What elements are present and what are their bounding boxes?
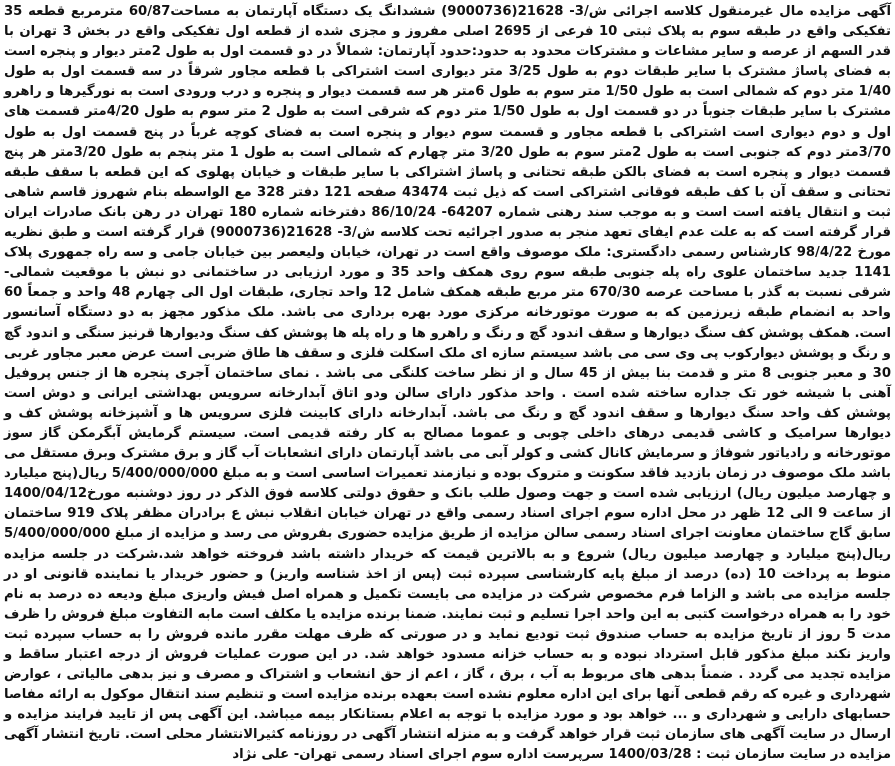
notice-footer-signature: تاریخ انتشار آگهی مزایده در سایت سازمان ثبت : 1400/03/28 سرپرست اداره سوم اجرای اسناد رسمی تهران- علی نژاد	[4, 727, 891, 763]
notice-body-text: آگهی مزایده مال غیرمنقول کلاسه اجرائی ش/3- 21628(9000736) ششدانگ یک دستگاه آپارتمان به مساحت60/87 مترمربع قطعه 35 تفکیکی واقع در طبقه سوم به پلاک ثبتی 10 فرعی از 2695 اصلی مفروز و مجزی شده از قطعه اول تفکیکی واقع در بخش 3 تهران با قدر السهم از عرصه و سایر مشاعات و مشترکات محدود به حدود:حدود آپارتمان: شمالاً در دو قسمت اول به طول 2متر دیوار و پنجره است به فضای پاساژ مشترک با سایر طبقات دوم به طول 3/25 متر دیواری است اشتراکی با قطعه مجاور شرقاً در سه قسمت اول به طول 1/40 متر دوم که شمالی است به طول 1/50 متر سوم به طول 6متر هر سه قسمت دیوار و پنجره و درب ورودی است به نورگیرها و راهرو مشترک با سایر طبقات جنوباً در دو قسمت اول به طول 1/50 متر دوم که شرقی است به طول 2 متر سوم به طول 4/20متر قسمت های اول و دوم دیواری است اشتراکی با قطعه مجاور و قسمت سوم دیوار و پنجره است به فضای کوچه غرباً در پنج قسمت اول به طول 3/70متر دوم که جنوبی است به طول 2متر سوم به طول 3/20 متر چهارم که شمالی است به طول 1 متر پنجم به طول 3/20متر هر پنج قسمت دیوار و پنجره است به فضای بالکن طبقه تحتانی و پاساژ اشتراکی با سایر طبقات و خیابان پهلوی که این قطعه با سقف طبقه تحتانی و سقف آن با کف طبقه فوقانی اشتراکی است که ذیل ثبت 43474 صفحه 121 دفتر 328 مع الواسطه بنام شهروز قاسم شاهی ثبت و انتقال یافته است است و به موجب سند رهنی شماره 64207- 86/10/24 دفترخانه شماره 180 تهران در رهن بانک صادرات ایران قرار گرفته است که به علت عدم ایفای تعهد منجر به صدور اجرائیه تحت کلاسه ش/3- 21628(9000736) قرار گرفته است و طبق نظریه مورخ 98/4/22 کارشناس رسمی دادگستری: ملک موصوف واقع است در تهران، خیابان ولیعصر بین خیابان جامی و سه راه جمهوری پلاک 1141 جدید ساختمان علوی راه پله جنوبی طبقه سوم روی همکف واحد 35 و مورد ارزیابی در ساختمانی دو نبش با موقعیت شمالی- شرقی نسبت به گذر با مساحت عرصه 670/30 متر مربع طبقه همکف شامل 12 واحد تجاری، طبقات اول الی چهارم 48 واحد و جمعاً 60 واحد به انضمام طبقه زیرزمین که به صورت موتورخانه مرکزی مورد بهره برداری می باشد. ملک مذکور مجهز به دو دستگاه آسانسور است. همکف پوشش کف سنگ دیوارها و سقف اندود گچ و رنگ و راهرو ها و راه پله ها پوشش کف سنگ ودیوارها قرنیز سنگی و اندود گچ و رنگ و پوشش دیوارکوب پی وی سی می باشد سیستم سازه ای ملک اسکلت فلزی و سقف ها طاق ضربی است عرض معبر مجاور غربی 30 و معبر جنوبی 8 متر و قدمت بنا بیش از 45 سال و از نظر ساخت کلنگی می باشد . نمای ساختمان آجری پنجره ها از جنس پروفیل آهنی با شیشه خور تک جداره ساخته شده است . واحد مذکور دارای سالن ودو اتاق آبدارخانه سرویس بهداشتی ایرانی و دوش است پوشش کف واحد سنگ دیوارها و سقف اندود گچ و رنگ می باشد. آبدارخانه دارای کابینت فلزی سرویس ها و آشپزخانه پوشش کف و دیوارها سرامیک و کاشی قدیمی درهای داخلی چوبی و عموما مصالح به کار رفته قدیمی است. سیستم گرمایش آبگرمکن گاز سوز موتورخانه و رادیاتور شوفاژ و سرمایش کانال کشی و کولر آبی می باشد آپارتمان دارای انشعابات آب گاز و برق مشترک وبرق مستقل می باشد ملک موصوف در زمان بازدید فاقد سکونت و متروک بوده و نیازمند تعمیرات اساسی است و به مبلغ 5/400/000/000 ریال(پنج میلیارد و چهارصد میلیون ریال) ارزیابی شده است و جهت وصول طلب بانک و حقوق دولتی کلاسه فوق الذکر در روز دوشنبه مورخ1400/04/12 از ساعت 9 الی 12 ظهر در محل اداره سوم اجرای اسناد رسمی واقع در تهران خیابان انقلاب نبش ع برادران مظفر پلاک 919 ساختمان سابق گاج ساختمان معاونت اجرای اسناد رسمی سالن مزایده از طریق مزایده حضوری بفروش می رسد و مزایده از مبلغ 5/400/000/000 ریال(پنج میلیارد و چهارصد میلیون ریال) شروع و به بالاترین قیمت که خریدار داشته باشد فروخته خواهد شد.شرکت در جلسه مزایده منوط به پرداخت 10 (ده) درصد از مبلغ پایه کارشناسی سپرده ثبت (پس از اخذ شناسه واریز) و حضور خریدار یا نماینده قانونی او در جلسه مزایده می باشد و الزاما فرم مخصوص شرکت در مزایده می بایست تکمیل و همراه اصل فیش واریزی مبلغ ودیعه ده درصد به نام خود را به همراه درخواست کتبی به این واحد اجرا تسلیم و ثبت نمایند. ضمنا برنده مزایده یا مکلف است مابه التفاوت مبلغ فروش را ظرف مدت 5 روز از تاریخ مزایده به حساب صندوق ثبت تودیع نماید و در صورتی که ظرف مهلت مقرر مانده فروش را به حساب سپرده ثبت واریز نکند مبلغ مذکور قابل استرداد نبوده و به حساب خزانه مسدود خواهد شد. در این صورت عملیات فروش از درجه اعتبار ساقط و مزایده تجدید می گردد . ضمناً بدهی های مربوط به آب ، برق ، گاز ، اعم از حق انشعاب و اشتراک و مصرف و نیز بدهی مالیاتی ، عوارض شهرداری و غیره که رقم قطعی آنها برای این اداره معلوم نشده است بعهده برنده مزایده است و تنظیم سند انتقال موکول به ارائه مفاصا حسابهای دارایی و شهرداری و ... خواهد بود و مورد مزایده با توجه به اعلام بستانکار بیمه میباشد. این آگهی پس از تایید فرایند مزایده و ارسال در سایت آگهی های سازمان ثبت قرار خواهد گرفت و به منزله انتشار آگهی در روزنامه کثیرالانتشار محلی است.	[4, 4, 892, 743]
notice-body-paragraph	[4, 2, 891, 766]
